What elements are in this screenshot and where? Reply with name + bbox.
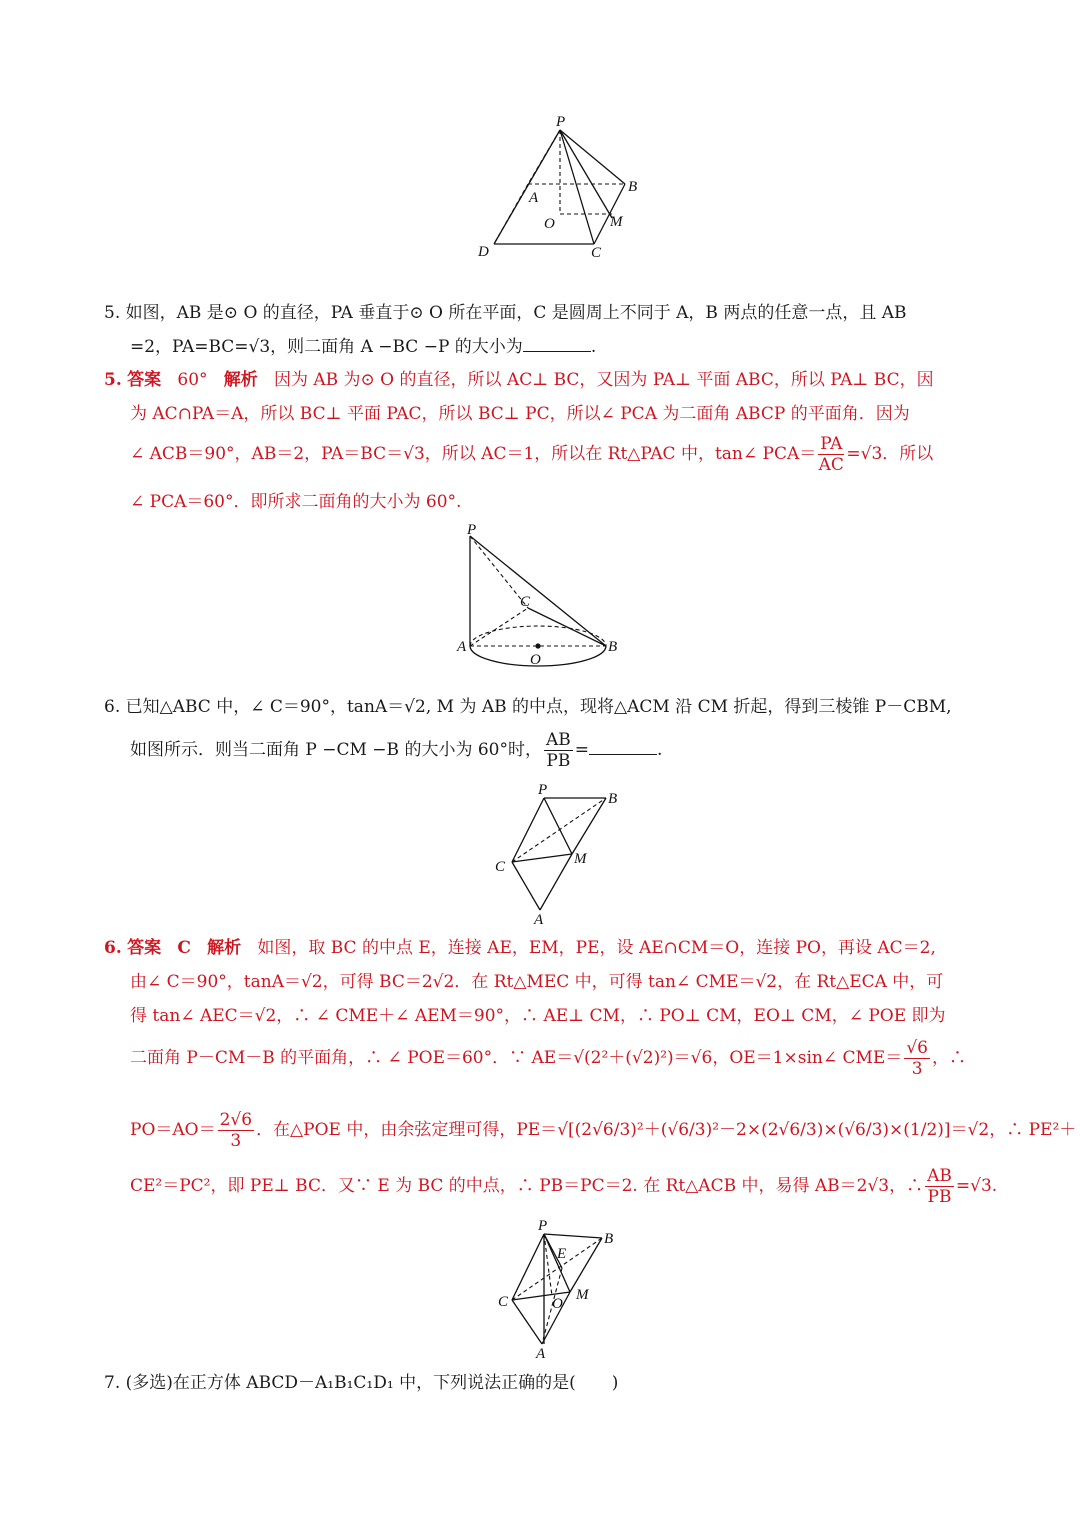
q6-line-1: 6. 已知△ABC 中，∠ C＝90°，tanA＝√2, M 为 AB 的中点，现将△ACM 沿 CM 折起，得到三棱锥 P－CBM, [104,697,952,717]
edge-ca [512,1300,542,1344]
q7-line-1-text: 7. (多选)在正方体 ABCD－A₁B₁C₁D₁ 中，下列说法正确的是( [104,1373,576,1393]
a6-frac4-num: √6 [906,1038,928,1058]
a5-line-3 [130,434,933,475]
a6-line-4 [130,1038,966,1079]
fig3-label-c: C [495,859,506,875]
a6-frac6-num: AB [927,1166,952,1186]
edge-cb-hidden [512,798,606,862]
q6-frac-num: AB [545,730,571,750]
fig2-label-p: P [467,522,477,538]
edge-pm [544,798,572,854]
edge-bm [570,1238,602,1292]
a5-fraction-pa-ac [818,434,844,475]
edge-pm [560,130,612,218]
fig1-label-o: O [544,216,555,232]
fig4-label-e: E [557,1246,567,1262]
a6-line-1 [104,936,936,960]
a5-answer-label: 答案 [127,370,162,390]
fig4-label-m: M [576,1287,589,1303]
q6-fraction-ab-pb [544,730,573,771]
figure-pyramid-pabcd [470,108,650,266]
fig4-label-b: B [604,1231,614,1247]
edge-cm [512,854,572,862]
figure-folded-triangle [490,780,630,930]
a6-line-4-end: ，∴ [931,1048,966,1068]
a5-number: 5. [104,370,122,390]
q6-answer-blank [589,738,657,755]
a6-frac4-den: 3 [911,1059,923,1079]
a6-line-6-text: CE²＝PC²，即 PE⊥ BC．又∵ E 为 BC 的中点，∴ PB＝PC＝2. 在 Rt△ACB 中，易得 AB＝2√3，∴ [130,1176,924,1196]
a5-frac-num: PA [820,434,843,454]
fig1-label-a: A [529,190,539,206]
a6-line-5-text: PO＝AO＝ [130,1120,216,1140]
a6-frac5-num: 2√6 [219,1110,253,1130]
fig1-label-d: D [478,244,489,260]
a6-cosine-formula: √[(2√6/3)²＋(√6/3)²－2×(2√6/3)×(√6/3)×(1/2)]＝√2，∴ PE²＋ [557,1120,1077,1140]
a6-line-6-end: =√3. [955,1176,998,1196]
figure-circle-pab [450,518,630,668]
a6-line-3: 得 tan∠ AEC＝√2，∴ ∠ CME＋∠ AEM＝90°，∴ AE⊥ CM，∴ PO⊥ CM，EO⊥ CM，∠ POE 即为 [130,1006,946,1026]
a5-line-3-text: ∠ ACB＝90°，AB＝2，PA＝BC＝√3，所以 AC＝1，所以在 Rt△PAC 中，tan∠ PCA＝ [130,444,817,464]
a5-line-1-text: 因为 AB 为⊙ O 的直径，所以 AC⊥ BC，又因为 PA⊥ 平面 ABC，所以 PA⊥ BC，因 [273,370,934,390]
fig1-label-m: M [610,214,623,230]
a6-number: 6. [104,938,122,958]
a6-fraction-2sqrt6-3 [218,1110,254,1151]
a5-line-2: 为 AC∩PA＝A，所以 BC⊥ 平面 PAC，所以 BC⊥ PC，所以∠ PCA 为二面角 ABCP 的平面角．因为 [130,404,910,424]
edge-pb [470,536,606,646]
edge-pb [544,1234,602,1238]
fig1-label-c: C [591,245,602,261]
a5-answer-value: 60° [177,370,208,390]
a5-line-3-end: =√3．所以 [846,444,934,464]
a6-fraction-sqrt6-3 [904,1038,930,1079]
edge-ma [540,854,572,910]
fig1-label-b: B [628,179,638,195]
fig4-label-c: C [498,1294,509,1310]
edge-ac-hidden [470,608,528,646]
fig4-label-a: A [536,1346,546,1362]
a6-line-5 [130,1110,1076,1151]
edge-pb [560,130,625,184]
q7-line-1-end: ) [611,1373,619,1393]
edge-pc [512,1234,544,1300]
edge-pc [512,798,544,862]
fig3-label-b: B [608,791,618,807]
q7-line-1 [104,1371,618,1395]
a6-frac6-den: PB [927,1187,952,1207]
q6-line-2-end: . [657,740,663,760]
figure-folded-triangle-eo [490,1212,630,1362]
a6-line-5-mid: ．在△POE 中，由余弦定理可得，PE＝ [256,1120,558,1140]
a6-answer-label: 答案 [127,938,162,958]
q5-answer-blank [523,335,591,352]
fig2-label-b: B [608,639,618,655]
fig1-label-p: P [556,114,566,130]
fig3-label-m: M [574,851,587,867]
q6-line-2-text: 如图所示．则当二面角 P −CM −B 的大小为 60°时， [130,740,542,760]
a5-line-1 [104,368,934,392]
q5-line-2 [130,335,596,359]
fig2-label-a: A [457,639,467,655]
q5-line-1: 5. 如图，AB 是⊙ O 的直径，PA 垂直于⊙ O 所在平面，C 是圆周上不同于 A，B 两点的任意一点，且 AB [104,303,907,323]
q6-equals: = [574,740,590,760]
a6-line-4-text: 二面角 P－CM－B 的平面角，∴ ∠ POE＝60°．∵ AE＝√(2²＋(√2)²)＝√6，OE＝1×sin∠ CME＝ [130,1048,903,1068]
q5-line-2-text: =2，PA=BC=√3，则二面角 A −BC −P 的大小为 [130,337,523,357]
q6-line-2 [130,730,662,771]
fig2-label-o: O [530,652,541,668]
a5-analysis-label: 解析 [223,370,258,390]
fig4-label-o: O [552,1296,563,1312]
center-o-dot [535,643,540,648]
fig4-label-p: P [538,1218,548,1234]
a5-frac-den: AC [818,455,844,475]
edge-ca [512,862,540,910]
q5-line-2-end: . [590,337,597,357]
a6-answer-value: C [177,938,191,958]
q6-frac-den: PB [546,751,571,771]
a6-analysis-label: 解析 [207,938,242,958]
edge-bm [572,798,606,854]
a5-line-4: ∠ PCA＝60°．即所求二面角的大小为 60°. [130,492,462,512]
a6-frac5-den: 3 [230,1131,242,1151]
a6-line-2: 由∠ C＝90°，tanA＝√2，可得 BC＝2√2．在 Rt△MEC 中，可得 tan∠ CME＝√2，在 Rt△ECA 中，可 [130,972,944,992]
fig3-label-p: P [538,782,548,798]
a6-line-1-text: 如图，取 BC 的中点 E，连接 AE，EM，PE，设 AE∩CM＝O，连接 PO，再设 AC＝2, [257,938,936,958]
a6-line-6 [130,1166,997,1207]
fig3-label-a: A [534,912,544,928]
fig2-label-c: C [520,594,531,610]
a6-fraction-ab-pb [925,1166,954,1207]
edge-pc [560,130,594,244]
